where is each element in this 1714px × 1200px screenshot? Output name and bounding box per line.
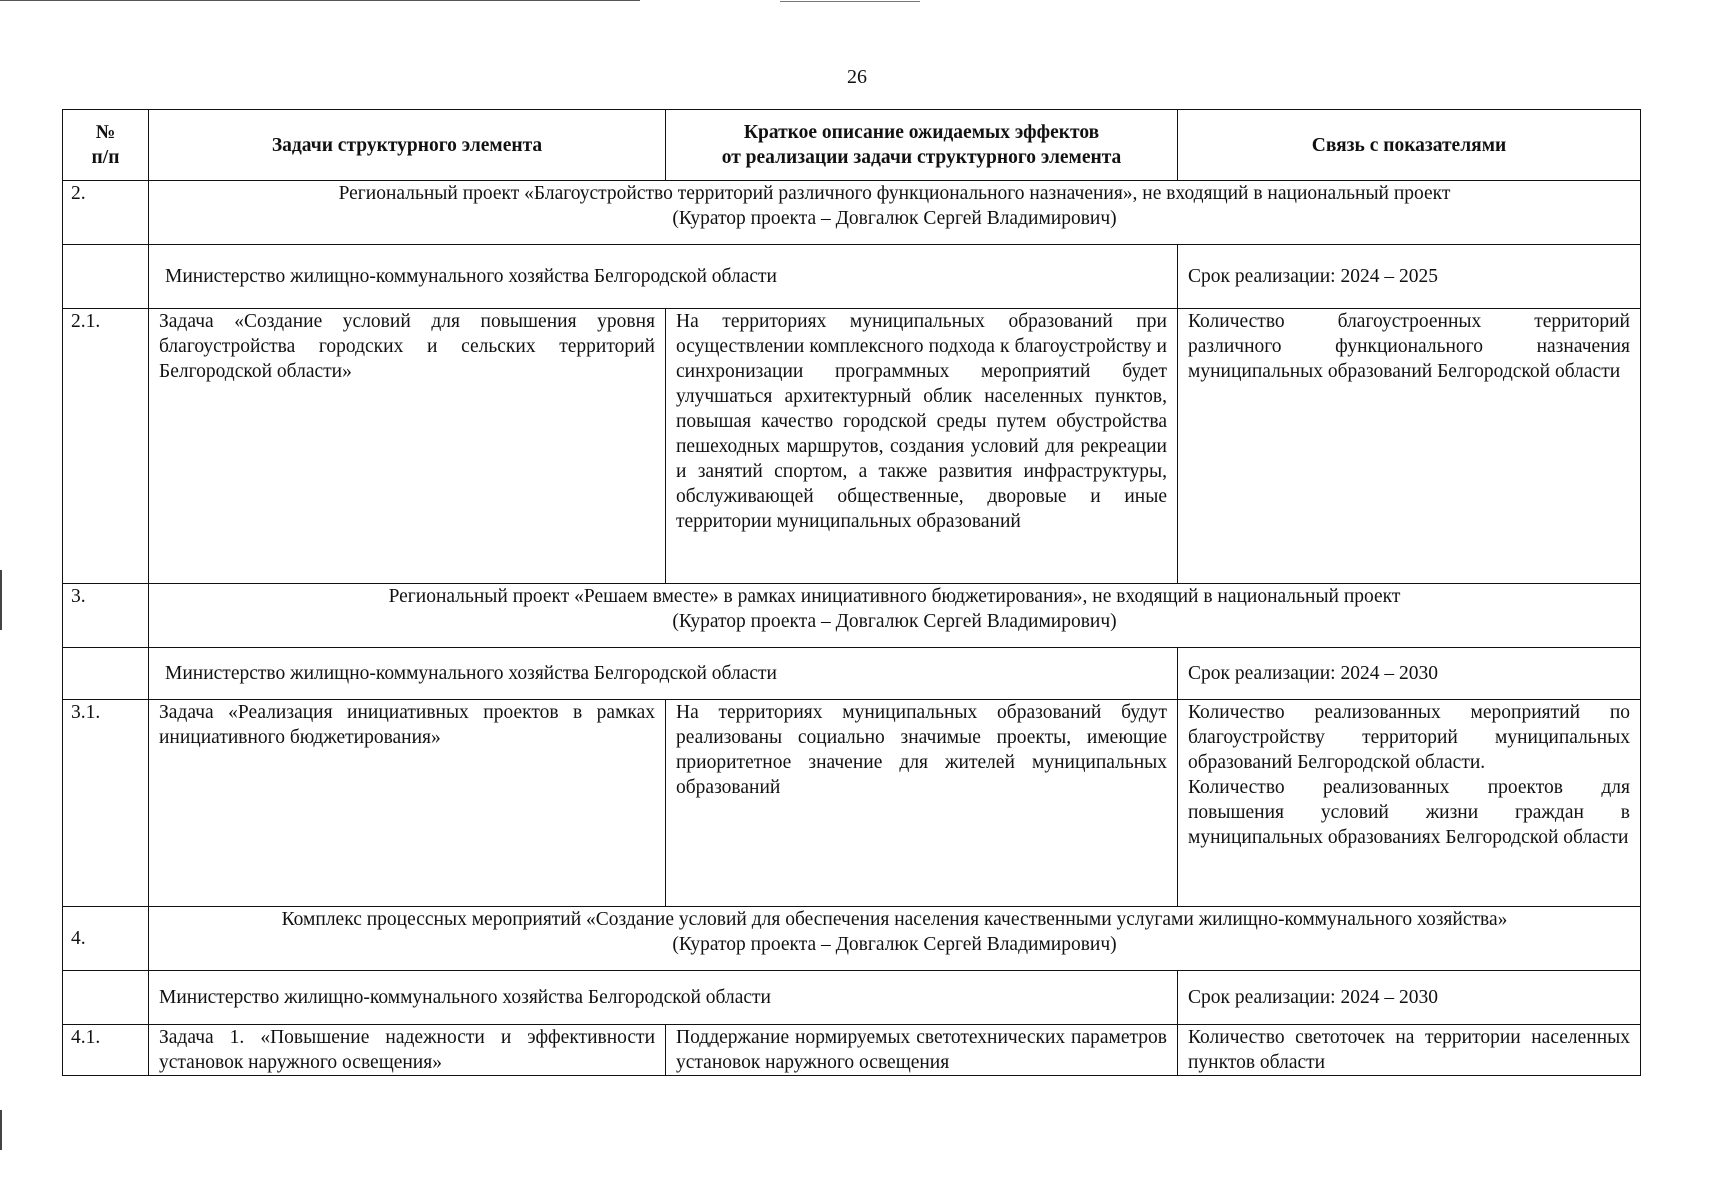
task-text: Задача 1. «Повышение надежности и эффективности установок наружного освещения» <box>149 1025 666 1076</box>
implementation-term: Срок реализации: 2024 – 2030 <box>1178 648 1641 700</box>
table-header-row <box>63 110 1641 181</box>
effect-text: На территориях муниципальных образований при осуществлении комплексного подхода к благоустройству и синхронизации программных мероприятий будет улучшаться архитектурный облик населенных пунктов, повышая качество городской среды путем обустройства пешеходных маршрутов, создания условий для рекреации и занятий спортом, а также развития инфраструктуры, обслуживающей общественные, дворовые и иные территории муниципальных образований <box>666 309 1178 584</box>
ministry-name: Министерство жилищно-коммунального хозяйства Белгородской области <box>149 245 1178 309</box>
effect-text: Поддержание нормируемых светотехнических параметров установок наружного освещения <box>666 1025 1178 1076</box>
scan-margin-mark <box>0 1110 2 1150</box>
ministry-name: Министерство жилищно-коммунального хозяйства Белгородской области <box>149 648 1178 700</box>
page-number: 26 <box>847 66 867 88</box>
section-number: 2. <box>63 181 149 245</box>
ministry-name: Министерство жилищно-коммунального хозяйства Белгородской области <box>149 971 1178 1025</box>
task-row <box>63 700 1641 907</box>
task-number: 2.1. <box>63 309 149 584</box>
ministry-row <box>63 971 1641 1025</box>
section-title: Комплекс процессных мероприятий «Создание условий для обеспечения населения качественными услугами жилищно-коммунального хозяйства» (Куратор проекта – Довгалюк Сергей Владимирович) <box>149 907 1641 971</box>
indicator-text: Количество благоустроенных территорий различного функционального назначения муниципальных образований Белгородской области <box>1178 309 1641 584</box>
effect-text: На территориях муниципальных образований будут реализованы социально значимые проекты, имеющие приоритетное значение для жителей муниципальных образований <box>666 700 1178 907</box>
task-row <box>63 1025 1641 1076</box>
ministry-row <box>63 648 1641 700</box>
implementation-term: Срок реализации: 2024 – 2030 <box>1178 971 1641 1025</box>
header-num: № п/п <box>63 110 149 181</box>
ministry-row <box>63 245 1641 309</box>
scan-edge <box>0 0 1714 2</box>
section-title: Региональный проект «Благоустройство территорий различного функционального назначения», не входящий в национальный проект (Куратор проекта – Довгалюк Сергей Владимирович) <box>149 181 1641 245</box>
header-indicators: Связь с показателями <box>1178 110 1641 181</box>
task-number: 4.1. <box>63 1025 149 1076</box>
scan-margin-mark <box>0 570 2 630</box>
task-row <box>63 309 1641 584</box>
section-number: 3. <box>63 584 149 648</box>
section-title-row <box>63 181 1641 245</box>
section-title-row <box>63 907 1641 971</box>
indicator-text: Количество светоточек на территории населенных пунктов области <box>1178 1025 1641 1076</box>
task-text: Задача «Реализация инициативных проектов в рамках инициативного бюджетирования» <box>149 700 666 907</box>
implementation-term: Срок реализации: 2024 – 2025 <box>1178 245 1641 309</box>
header-tasks: Задачи структурного элемента <box>149 110 666 181</box>
header-effects: Краткое описание ожидаемых эффектов от реализации задачи структурного элемента <box>666 110 1178 181</box>
section-title-row <box>63 584 1641 648</box>
section-number: 4. <box>63 907 149 971</box>
indicator-text: Количество реализованных мероприятий по благоустройству территорий муниципальных образований Белгородской области. Количество реализованных проектов для повышения условий жизни граждан в муниципальных образованиях Белгородской области <box>1178 700 1641 907</box>
task-number: 3.1. <box>63 700 149 907</box>
section-title: Региональный проект «Решаем вместе» в рамках инициативного бюджетирования», не входящий в национальный проект (Куратор проекта – Довгалюк Сергей Владимирович) <box>149 584 1641 648</box>
task-text: Задача «Создание условий для повышения уровня благоустройства городских и сельских территорий Белгородской области» <box>149 309 666 584</box>
program-table <box>62 109 1641 1076</box>
